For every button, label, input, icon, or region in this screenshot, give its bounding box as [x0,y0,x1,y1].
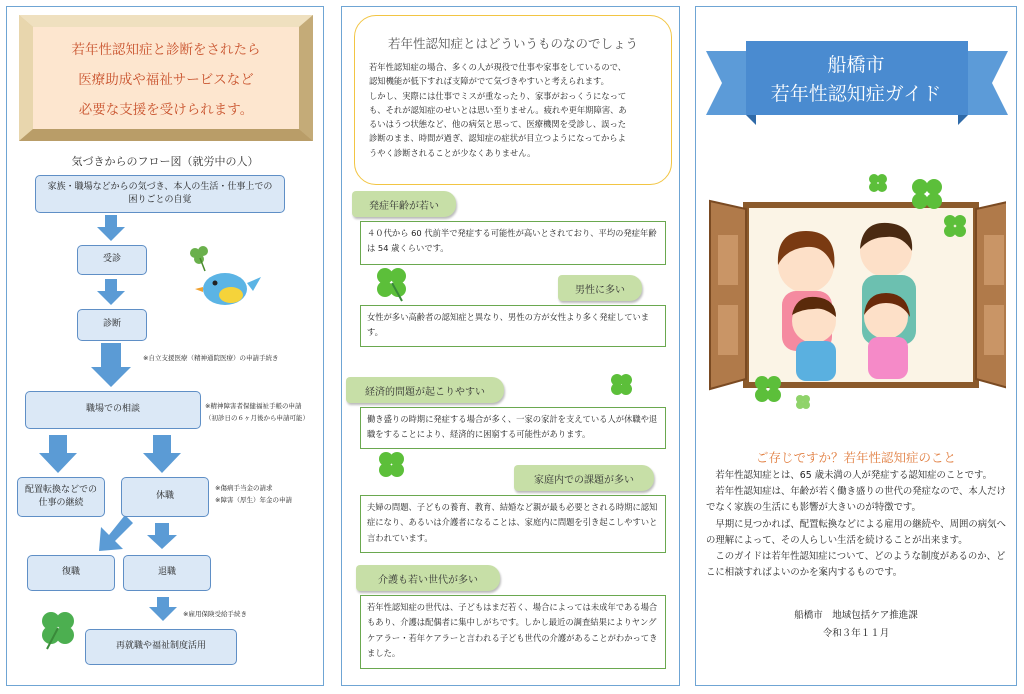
step-rehire: 再就職や福祉制度活用 [85,629,237,665]
step-diagnosis: 診断 [77,309,147,341]
headline-line-2: 医療助成や福祉サービスなど [78,72,254,88]
step-awareness-line-2: 困りごとの自覚 [128,195,192,205]
headline-frame [19,15,313,141]
guide-title-line-1: 船橋市 [827,54,885,76]
tag-more-men: 男性に多い [558,275,642,301]
info-panel [341,6,680,686]
tag-young-carers: 介護も若い世代が多い [356,565,500,591]
cover-paragraph-4: このガイドは若年性認知症について、どのような制度があるのか、どこに相談すればよいのかを案内するものです。 [706,550,1006,579]
cover-description [706,468,1008,581]
clover-icon [374,447,410,483]
cover-paragraph-2: 若年性認知症は、年齢が若く働き盛りの世代の発症なので、本人だけでなく家族の生活にも影響が大きいのが特徴です。 [706,486,1006,514]
cover-paragraph-3: 早期に見つかれば、配置転換などによる雇用の継続や、周囲の病気への理解によって、その人らしい生活を続けることが出来ます。 [706,518,1006,546]
clover-icon [37,607,81,651]
question-title: ご存じですか？若年性認知症のこと [755,450,956,465]
cover-paragraph-1: 若年性認知症とは、65 歳未満の人が発症する認知症のことです。 [715,470,993,481]
intro-box [354,15,672,185]
tag-family: 家庭内での課題が多い [514,465,654,491]
text-economic: 働き盛りの時期に発症する場合が多く、一家の家計を支えている人が休職や退職をすることにより、経済的に困窮する可能性があります。 [360,407,666,449]
headline-text [33,27,299,129]
flow-title: 気づきからのフロー図（就労中の人） [71,155,259,168]
step-return: 復職 [27,555,115,591]
step-consult: 職場での相談 [25,391,201,429]
headline-line-3: 必要な支援を受けられます。 [78,102,254,118]
text-family: 夫婦の問題、子どもの養育、教育、結婚など親が最も必要とされる時期に認知症になり、あるいは介護者になることは、家庭内に問題を引き起こしやすいと言われています。 [360,495,666,553]
text-young-carers: 若年性認知症の世代は、子どもはまだ若く、場合によっては未成年である場合もあり、介護は配偶者に集中しがちです。しかし最近の調査結果によりヤングケアラー・若年ケアラーと言われる子ども世代の介護があることがわかってきました。 [360,595,666,669]
publish-date: 令和３年１１月 [822,628,890,639]
step-transfer [17,477,105,517]
note-employment: ※雇用保険受給手続き [183,610,247,618]
tag-onset-age: 発症年齢が若い [352,191,456,217]
note-leave-line-1: ※傷病手当金の請求 [215,484,273,492]
step-awareness [35,175,285,213]
note-leave [215,483,292,506]
step-visit: 受診 [77,245,147,275]
intro-text: 若年性認知症の場合、多くの人が現役で仕事や家事をしているので、 認知機能が低下すれば支障がでて気づきやすいと考えられます。 しかし、実際には仕事でミスが重なったり、家事がおっくうになって も、それが認知症のせいとは思い至りません。疲れや更年期障害、あ るいはうつ状態など、他の病気と思って、医療機関を受診し、誤った 診断のまま、時間が過ぎ、認知症の症状が目立つようになってからよ うやく診断されることが少なくありません。 [369,62,627,158]
note-handbook [205,401,309,424]
flow-panel [6,6,324,686]
intro-title: 若年性認知症とはどういうものなのでしょう [387,36,638,51]
step-transfer-line-2: 仕事の継続 [38,498,84,508]
publisher: 船橋市 地域包括ケア推進課 [794,610,918,621]
bird-icon [185,243,265,313]
note-leave-line-2: ※障害（厚生）年金の申請 [215,495,292,504]
family-window-illustration [706,165,1006,415]
step-transfer-line-1: 配置転換などでの [24,484,97,495]
tag-economic: 経済的問題が起こりやすい [346,377,504,403]
guide-title-line-2: 若年性認知症ガイド [770,83,942,106]
note-medical: ※自立支援医療（精神通院医療）の申請手続き [143,354,279,362]
cover-panel [695,6,1017,686]
text-onset-age: ４０代から 60 代前半で発症する可能性が高いとされており、平均の発症年齢は 54 歳くらいです。 [360,221,666,265]
guide-title [696,51,1016,110]
clover-icon [608,371,636,399]
clover-icon [372,263,412,303]
headline-line-1: 若年性認知症と診断をされたら [71,42,261,58]
note-handbook-line-1: ※精神障害者保健福祉手帳の申請 [205,402,302,410]
step-awareness-line-1: 家族・職場などからの気づき、本人の生活・仕事上での [47,181,273,192]
step-retire: 退職 [123,555,211,591]
step-leave: 休職 [121,477,209,517]
note-handbook-line-2: （初診日の６ヶ月後から申請可能） [205,413,309,422]
text-more-men: 女性が多い高齢者の認知症と異なり、男性の方が女性より多く発症しています。 [360,305,666,347]
